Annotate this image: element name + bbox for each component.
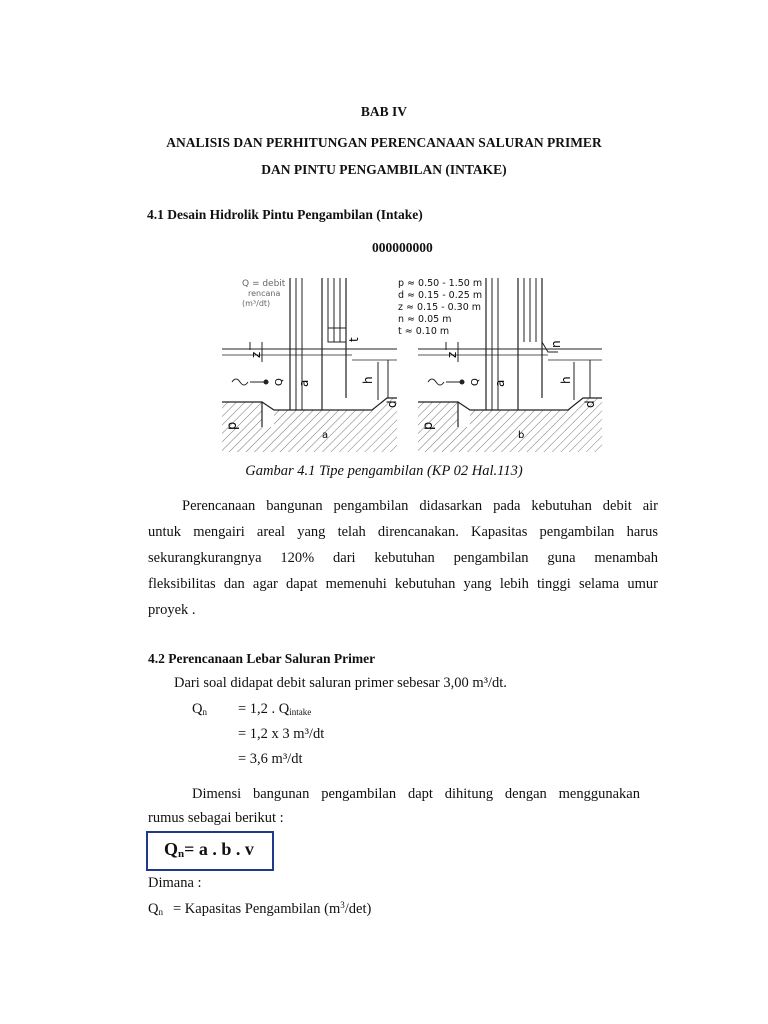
- symbol-z-a: z: [249, 351, 263, 358]
- symbol-z-b: z: [445, 351, 459, 358]
- formula-box: [146, 831, 274, 871]
- section-42-intro: Dari soal didapat debit saluran primer sebesar 3,00 m³/dt.: [174, 675, 507, 691]
- figure-caption: Gambar 4.1 Tipe pengambilan (KP 02 Hal.113): [245, 463, 523, 479]
- legend-q3-text: (m³/dt): [242, 299, 271, 308]
- legend-q2-text: rencana: [248, 289, 281, 298]
- symbol-a-a: a: [297, 379, 311, 387]
- symbol-p-b: p: [421, 421, 436, 430]
- equation-line3: = 3,6 m³/dt: [238, 751, 303, 767]
- symbol-d-b: d: [583, 400, 597, 408]
- symbol-h-a: h: [361, 376, 375, 384]
- definition-qn: $Q_n$ = Kapasitas Pengambilan $(m^3/\det)$: [148, 900, 372, 917]
- symbol-t-a: t: [347, 337, 361, 342]
- symbol-q-b: Q: [470, 378, 481, 386]
- paragraph1-line5: proyek .: [148, 602, 196, 618]
- symbol-a-b: a: [493, 379, 507, 387]
- dimana-label: Dimana :: [148, 875, 202, 891]
- section-42-heading: 4.2 Perencanaan Lebar Saluran Primer: [148, 651, 376, 666]
- paragraph2-line2: rumus sebagai berikut :: [148, 810, 284, 826]
- chapter-title: BAB IV: [360, 104, 408, 119]
- param-n: n ≈ 0.05 m: [398, 314, 452, 325]
- formula-text: $Q_n= a$ . b . v: [164, 839, 254, 860]
- param-p: p ≈ 0.50 - 1.50 m: [398, 278, 483, 289]
- paragraph1-line1: Perencanaan bangunan pengambilan didasarkan pada kebutuhan debit air: [182, 498, 658, 514]
- paragraph1-line3: sekurangkurangnya 120% dari kebutuhan pengambilan guna menambah: [148, 550, 658, 566]
- symbol-d-a: d: [385, 400, 399, 408]
- placeholder-number: 000000000: [372, 240, 433, 255]
- paragraph1-line4: fleksibilitas dan agar dapat memenuhi kebutuhan yang lebih tinggi selama umur: [148, 576, 658, 592]
- symbol-q-a: Q: [274, 378, 285, 386]
- paragraph2-line1: Dimensi bangunan pengambilan dapt dihitung dengan menggunakan: [192, 786, 640, 802]
- symbol-n-b: n: [549, 340, 563, 348]
- param-d: d ≈ 0.15 - 0.25 m: [398, 290, 483, 301]
- param-t: t ≈ 0.10 m: [398, 326, 450, 337]
- qn-symbol: $Q_n$: [192, 701, 207, 717]
- equation-line1: = 1,2 . $Q_{intake}$: [238, 701, 312, 717]
- label-a: a: [322, 430, 329, 441]
- symbol-p-a: p: [225, 421, 240, 430]
- paragraph1-line2: untuk mengairi areal yang telah direncanakan. Kapasitas pengambilan harus: [148, 524, 658, 540]
- section-41-heading: 4.1 Desain Hidrolik Pintu Pengambilan (Intake): [147, 207, 423, 222]
- chapter-heading-line1: ANALISIS DAN PERHITUNGAN PERENCANAAN SALURAN PRIMER: [166, 135, 602, 150]
- intake-type-figure: [222, 272, 602, 454]
- legend-q-text: Q = debit: [242, 279, 286, 289]
- chapter-heading-line2: DAN PINTU PENGAMBILAN (INTAKE): [261, 162, 507, 177]
- equation-line2: = 1,2 x 3 m³/dt: [238, 726, 325, 742]
- symbol-h-b: h: [559, 376, 573, 384]
- label-b: b: [518, 430, 525, 441]
- param-z: z ≈ 0.15 - 0.30 m: [398, 302, 482, 313]
